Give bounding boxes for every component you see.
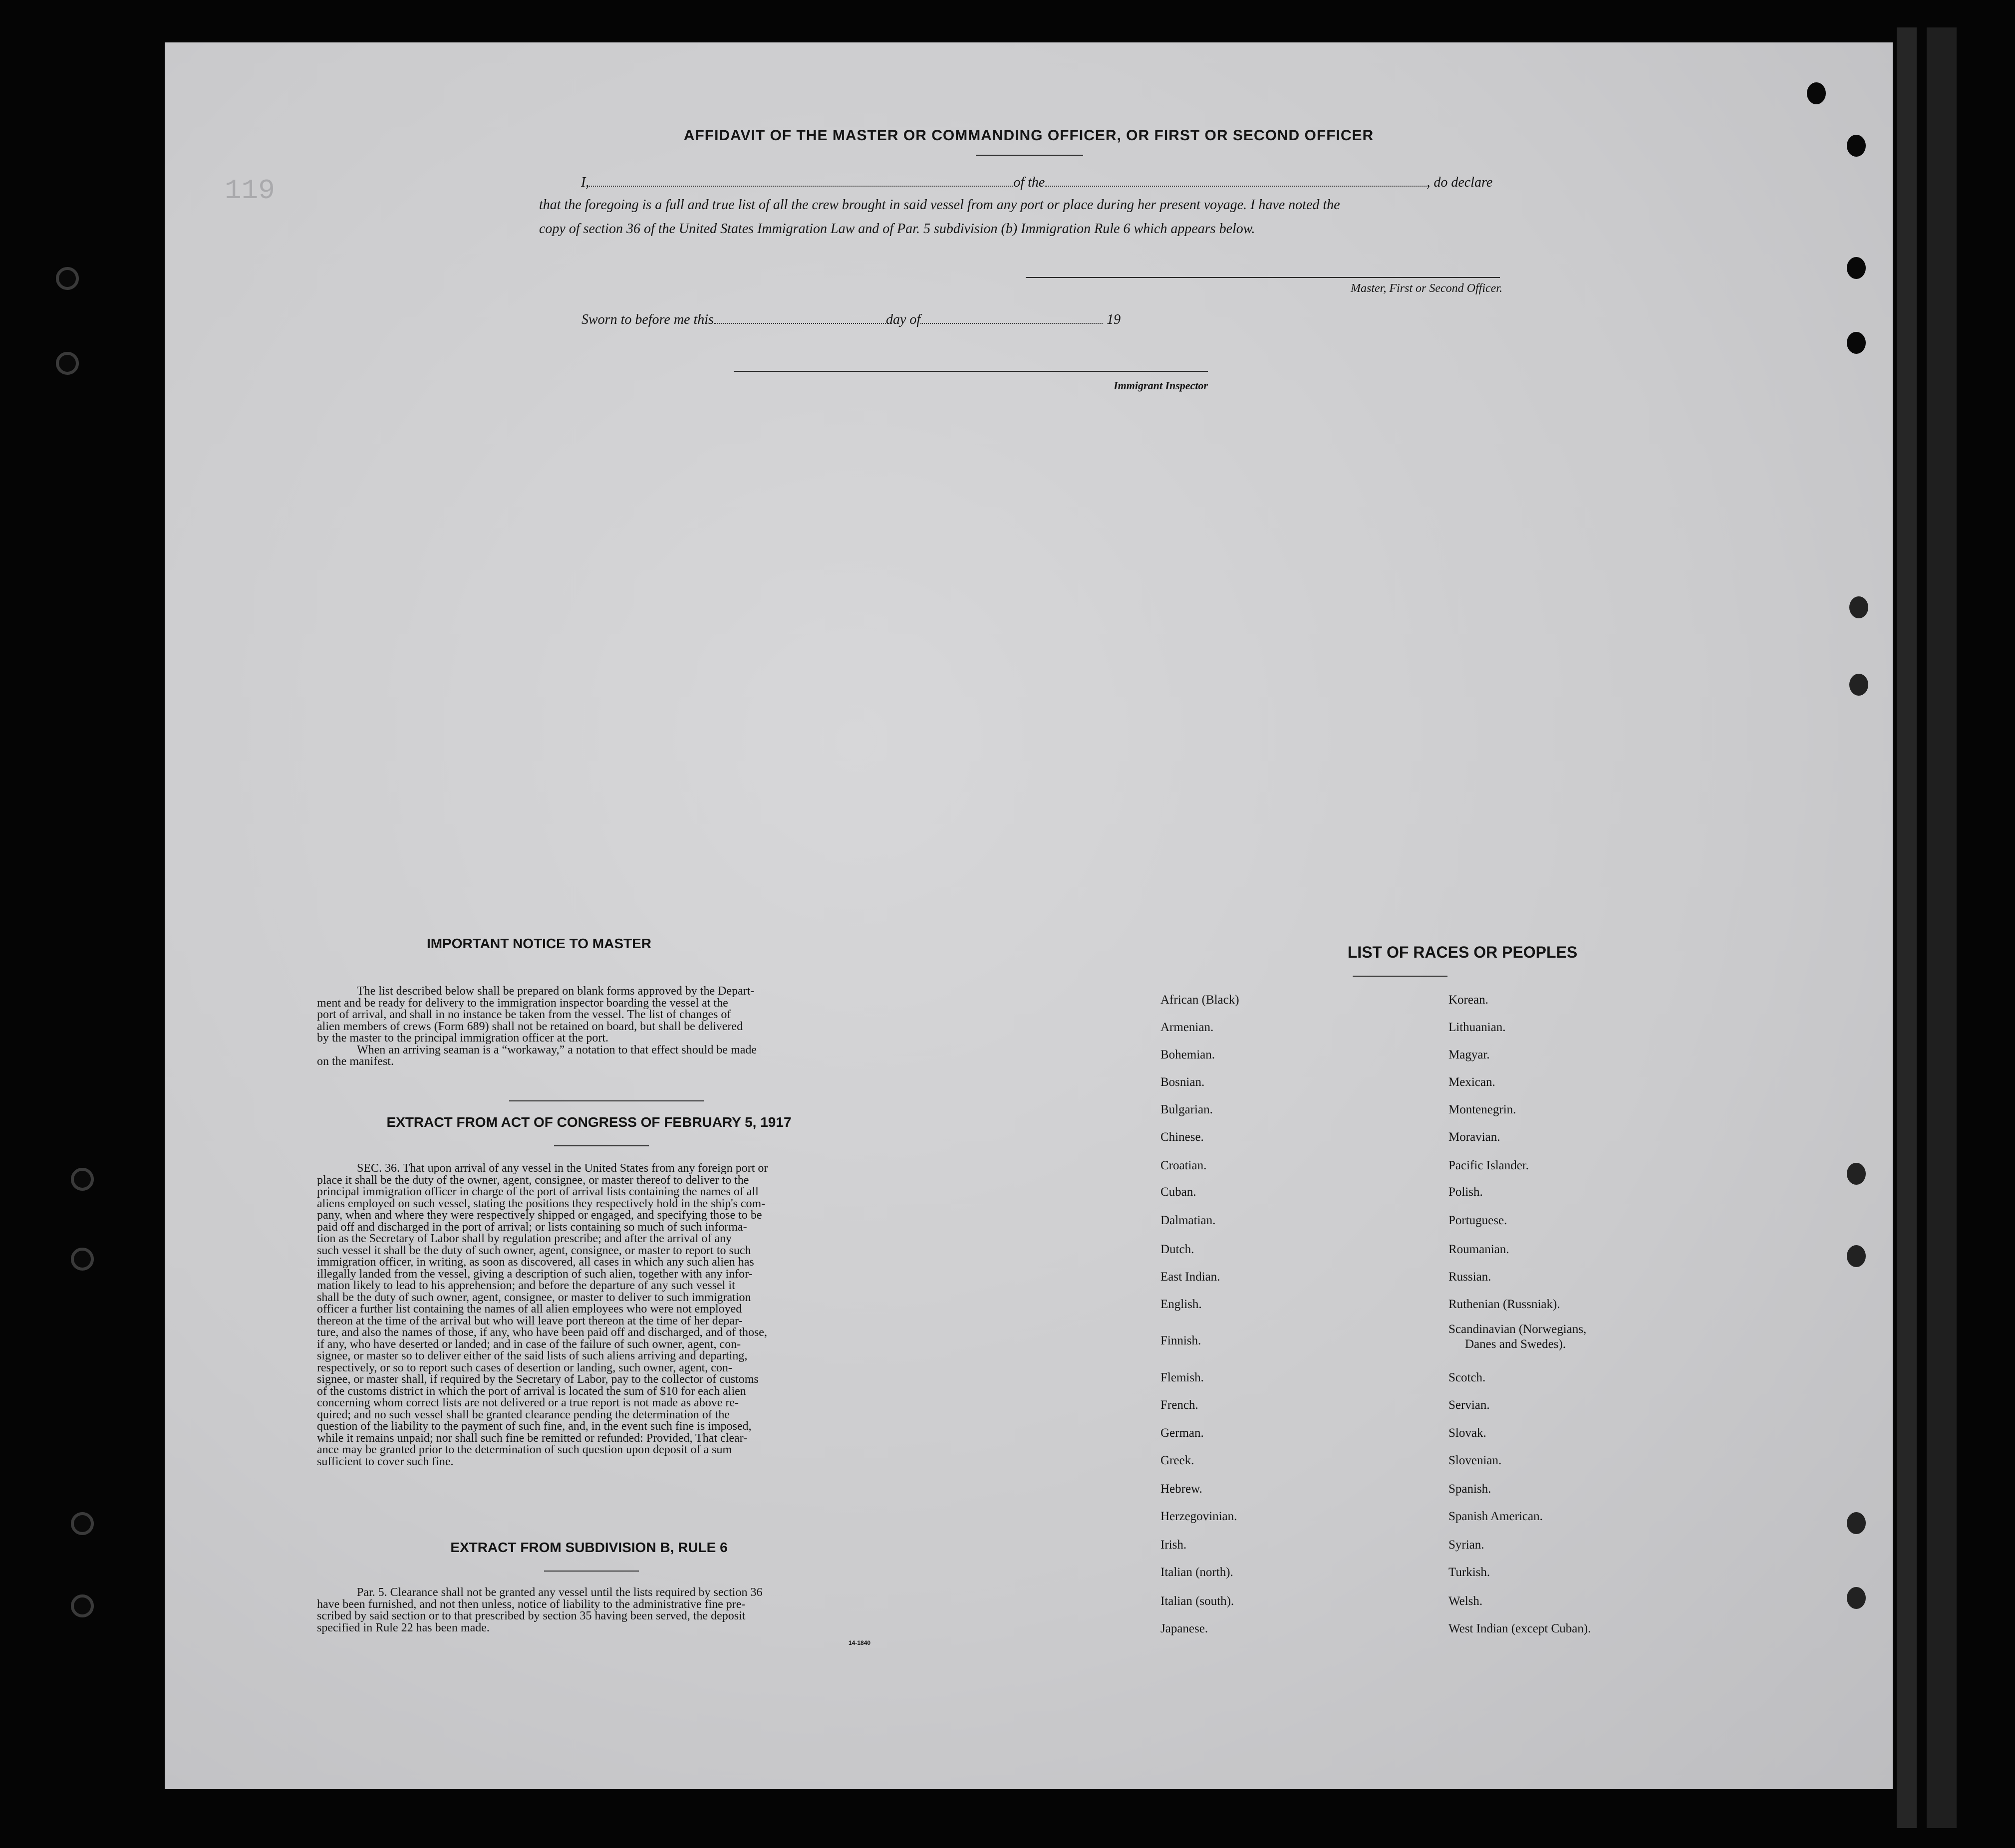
page-stack-edge <box>1927 27 1957 1828</box>
vessel-field[interactable] <box>1045 186 1427 187</box>
race-item: French. <box>1160 1398 1198 1412</box>
race-item: Danes and Swedes). <box>1465 1337 1566 1351</box>
binder-hole <box>56 352 79 375</box>
text-line: officer a further list containing the names of all alien employees who were not employed <box>317 1303 742 1316</box>
section-rule <box>554 1145 649 1146</box>
race-item: Cuban. <box>1160 1185 1196 1199</box>
master-signature-line[interactable] <box>1026 277 1500 278</box>
form-number: 14-1840 <box>849 1639 871 1646</box>
race-item: Spanish. <box>1448 1482 1491 1496</box>
text-line: aliens employed on such vessel, stating the positions they respectively hold in the ship's com- <box>317 1197 766 1210</box>
text-line: Par. 5. Clearance shall not be granted any vessel until the lists required by section 36 <box>357 1586 763 1599</box>
race-item: Dalmatian. <box>1160 1214 1216 1227</box>
text-line: shall be the duty of such owner, agent, consignee, or master to deliver to such immigration <box>317 1291 751 1304</box>
text-line: on the manifest. <box>317 1055 394 1068</box>
race-item: African (Black) <box>1160 993 1239 1007</box>
punch-hole <box>1847 332 1866 354</box>
race-item: Moravian. <box>1448 1130 1500 1144</box>
race-item: Scotch. <box>1448 1371 1486 1384</box>
text-line: illegally landed from the vessel, giving a description of such alien, together with any infor- <box>317 1267 753 1281</box>
race-item: Croatian. <box>1160 1159 1207 1172</box>
race-item: Servian. <box>1448 1398 1490 1412</box>
affidavit-line-2: that the foregoing is a full and true list of all the crew brought in said vessel from any port or place during her present voyage. I have noted the <box>539 197 1340 213</box>
sworn-label: Sworn to before me this <box>581 312 714 327</box>
text-line: respectively, or so to report such cases of desertion or landing, such owner, agent, con- <box>317 1361 732 1374</box>
race-item: East Indian. <box>1160 1270 1220 1284</box>
race-item: Italian (north). <box>1160 1566 1233 1579</box>
master-signature-label: Master, First or Second Officer. <box>1351 282 1502 295</box>
text-line: such vessel it shall be the duty of such owner, agent, consignee, or master to report to such <box>317 1244 751 1257</box>
race-item: Herzegovinian. <box>1160 1510 1237 1523</box>
race-item: Greek. <box>1160 1454 1194 1467</box>
race-item: Pacific Islander. <box>1448 1159 1529 1172</box>
affidavit-line-1 <box>581 175 1664 191</box>
binder-hole <box>71 1248 94 1271</box>
text-line: port of arrival, and shall in no instance be taken from the vessel. The list of changes of <box>317 1008 731 1021</box>
section-rule <box>544 1571 639 1572</box>
race-item: Hebrew. <box>1160 1482 1202 1496</box>
race-item: Finnish. <box>1160 1334 1201 1347</box>
race-item: Slovak. <box>1448 1426 1486 1440</box>
race-item: Welsh. <box>1448 1594 1483 1608</box>
text-line: paid off and discharged in the port of arrival; or lists containing so much of such informa- <box>317 1220 747 1234</box>
rule-body <box>317 1587 891 1634</box>
text-line: signee, or master shall, if required by the Secretary of Labor, pay to the collector of customs <box>317 1373 759 1386</box>
race-item: Lithuanian. <box>1448 1021 1506 1034</box>
notice-heading: IMPORTANT NOTICE TO MASTER <box>426 936 652 951</box>
race-item: Magyar. <box>1448 1048 1490 1061</box>
race-item: West Indian (except Cuban). <box>1448 1622 1591 1635</box>
punch-hole <box>1847 257 1866 279</box>
race-item: Slovenian. <box>1448 1454 1502 1467</box>
text-line: thereon at the time of the arrival but who will leave port thereon at the time of her depar- <box>317 1314 743 1327</box>
text-line: pany, when and where they were respectively shipped or engaged, and specifying those to be <box>317 1209 762 1222</box>
binder-hole <box>56 267 79 290</box>
text-line: have been furnished, and not then unless, notice of liability to the administrative fine pre- <box>317 1597 746 1611</box>
race-item: English. <box>1160 1298 1202 1311</box>
race-item: Chinese. <box>1160 1130 1204 1144</box>
margin-number: 119 <box>225 175 275 207</box>
text-line: specified in Rule 22 has been made. <box>317 1621 490 1634</box>
text-line: if any, who have deserted or landed; and in case of the failure of such owner, agent, con- <box>317 1337 741 1351</box>
text-line: scribed by said section or to that prescribed by section 35 having been served, the deposit <box>317 1609 746 1622</box>
race-item: Bosnian. <box>1160 1075 1205 1089</box>
race-item: Bohemian. <box>1160 1048 1215 1061</box>
race-item: Spanish American. <box>1448 1510 1543 1523</box>
section-rule <box>1353 976 1447 977</box>
race-item: Turkish. <box>1448 1566 1490 1579</box>
punch-hole <box>1849 674 1868 696</box>
heading-rule <box>976 155 1083 156</box>
section-rule <box>509 1100 704 1101</box>
sworn-day-field[interactable] <box>714 323 886 324</box>
text-line: while it remains unpaid; nor shall such fine be remitted or refunded: Provided, That clear- <box>317 1431 748 1445</box>
affidavit-line-3: copy of section 36 of the United States Immigration Law and of Par. 5 subdivision (b) Immigration Rule 6 which appears below. <box>539 221 1255 237</box>
binder-hole <box>71 1168 94 1191</box>
text-line: tion as the Secretary of Labor shall by regulation prescribe; and after the arrival of any <box>317 1232 732 1245</box>
text-line: ance may be granted prior to the determination of such question upon deposit of a sum <box>317 1443 732 1456</box>
day-of-label: day of <box>885 312 921 327</box>
race-item: Syrian. <box>1448 1538 1484 1552</box>
text-line: signee, or master so to deliver either of the said lists of such aliens arriving and departing, <box>317 1349 748 1362</box>
race-item: Montenegrin. <box>1448 1103 1516 1116</box>
binder-hole <box>71 1512 94 1535</box>
text-line: sufficient to cover such fine. <box>317 1455 454 1468</box>
page-stack-edge <box>1897 27 1917 1828</box>
race-item: Portuguese. <box>1448 1214 1507 1227</box>
punch-hole <box>1847 1163 1866 1185</box>
affidavit-heading: AFFIDAVIT OF THE MASTER OR COMMANDING OFFICER, OR FIRST OR SECOND OFFICER <box>683 127 1374 144</box>
text-line: alien members of crews (Form 689) shall not be retained on board, but shall be delivered <box>317 1020 743 1033</box>
text-line: ment and be ready for delivery to the immigration inspector boarding the vessel at the <box>317 996 728 1010</box>
race-item: Mexican. <box>1448 1075 1495 1089</box>
text-line: place it shall be the duty of the owner, agent, consignee, or master thereof to deliver to the <box>317 1173 749 1187</box>
text-line: of the customs district in which the port of arrival is located the sum of $10 for each alien <box>317 1384 746 1398</box>
sworn-month-field[interactable] <box>920 323 1103 324</box>
race-item: Roumanian. <box>1448 1243 1509 1256</box>
race-item: Dutch. <box>1160 1243 1194 1256</box>
name-field[interactable] <box>589 186 1013 187</box>
declare-label: , do declare <box>1427 175 1493 190</box>
text-line: The list described below shall be prepared on blank forms approved by the Depart- <box>357 985 755 998</box>
punch-hole <box>1847 1245 1866 1267</box>
punch-hole <box>1807 82 1826 104</box>
text-line: ture, and also the names of those, if any, who have been paid off and discharged, and of those, <box>317 1326 767 1339</box>
race-item: Polish. <box>1448 1185 1483 1199</box>
race-item: Bulgarian. <box>1160 1103 1213 1116</box>
text-line: by the master to the principal immigration officer at the port. <box>317 1032 609 1045</box>
act-heading: EXTRACT FROM ACT OF CONGRESS OF FEBRUARY 5, 1917 <box>386 1114 792 1130</box>
race-item: Japanese. <box>1160 1622 1208 1635</box>
race-item: Flemish. <box>1160 1371 1204 1384</box>
text-line: quired; and no such vessel shall be granted clearance pending the determination of the <box>317 1408 730 1421</box>
race-item: Armenian. <box>1160 1021 1214 1034</box>
sworn-line <box>581 312 1230 328</box>
inspector-label: Immigrant Inspector <box>1114 379 1208 392</box>
race-item: Russian. <box>1448 1270 1491 1284</box>
race-item: Scandinavian (Norwegians, <box>1448 1322 1587 1336</box>
races-heading: LIST OF RACES OR PEOPLES <box>1347 943 1578 961</box>
race-item: Italian (south). <box>1160 1594 1234 1608</box>
race-item: Irish. <box>1160 1538 1187 1552</box>
race-item: Korean. <box>1448 993 1488 1007</box>
act-body <box>317 1163 891 1468</box>
text-line: When an arriving seaman is a “workaway,” a notation to that effect should be made <box>357 1043 757 1056</box>
inspector-signature-line[interactable] <box>734 371 1208 372</box>
rule-heading: EXTRACT FROM SUBDIVISION B, RULE 6 <box>450 1540 728 1555</box>
text-line: immigration officer, in writing, as soon as discovered, all cases in which any such alien has <box>317 1256 754 1269</box>
i-label: I, <box>581 175 589 190</box>
document-page <box>165 42 1893 1789</box>
notice-body <box>317 986 891 1068</box>
year-label: 19 <box>1107 312 1121 327</box>
punch-hole <box>1847 1512 1866 1534</box>
punch-hole <box>1849 596 1868 618</box>
punch-hole <box>1847 1587 1866 1609</box>
text-line: concerning whom correct lists are not delivered or a true report is not made as above re- <box>317 1396 739 1409</box>
text-line: question of the liability to the payment of such fine, and, in the event such fine is imposed, <box>317 1420 752 1433</box>
of-the-label: of the <box>1013 175 1045 190</box>
text-line: principal immigration officer in charge of the port of arrival lists containing the names of all <box>317 1185 759 1198</box>
race-item: German. <box>1160 1426 1204 1440</box>
text-line: mation likely to lead to his apprehension; and before the departure of any such vessel it <box>317 1279 735 1292</box>
binder-hole <box>71 1594 94 1617</box>
race-item: Ruthenian (Russniak). <box>1448 1298 1560 1311</box>
text-line: SEC. 36. That upon arrival of any vessel in the United States from any foreign port or <box>357 1162 768 1175</box>
